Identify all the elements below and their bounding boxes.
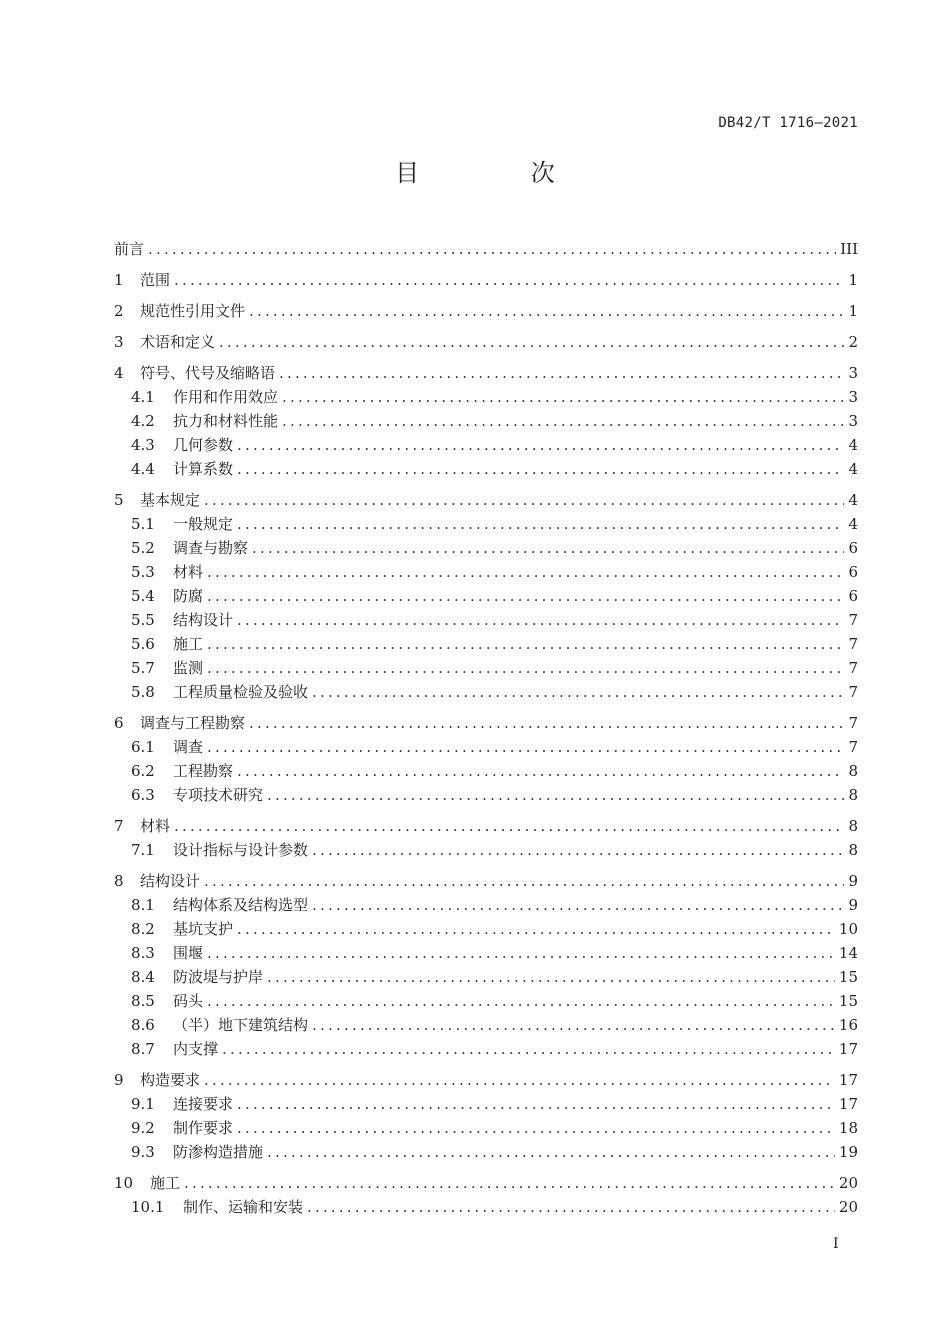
toc-entry-number: 5.4 bbox=[131, 587, 155, 605]
toc-entry-label: 前言 bbox=[114, 240, 145, 258]
toc-entry-number: 9.3 bbox=[131, 1143, 155, 1161]
toc-entry[interactable] bbox=[114, 299, 858, 323]
toc-entry-label: 制作要求 bbox=[173, 1119, 234, 1137]
toc-entry[interactable] bbox=[114, 759, 858, 783]
toc-entry[interactable] bbox=[114, 409, 858, 433]
toc-entry[interactable] bbox=[114, 457, 858, 481]
toc-entry-number: 8.3 bbox=[131, 944, 155, 962]
toc-entry-page: 2 bbox=[848, 333, 858, 351]
toc-entry-label: 抗力和材料性能 bbox=[173, 412, 279, 430]
toc-entry[interactable] bbox=[114, 838, 858, 862]
toc-entry-page: 18 bbox=[838, 1119, 858, 1137]
toc-entry[interactable] bbox=[114, 488, 858, 512]
toc-entry-number: 8.4 bbox=[131, 968, 155, 986]
toc-entry[interactable] bbox=[114, 560, 858, 584]
toc-entry[interactable] bbox=[114, 330, 858, 354]
toc-dot-leader bbox=[237, 1116, 835, 1140]
toc-entry-label: 计算系数 bbox=[173, 460, 234, 478]
toc-entry-page: 16 bbox=[838, 1016, 858, 1034]
toc-entry-number: 9.2 bbox=[131, 1119, 155, 1137]
toc-entry-page: 3 bbox=[848, 412, 858, 430]
document-code: DB42/T 1716—2021 bbox=[718, 115, 858, 131]
toc-entry-number: 7.1 bbox=[131, 841, 155, 859]
toc-dot-leader bbox=[252, 536, 844, 560]
toc-entry-page: 8 bbox=[848, 786, 858, 804]
toc-entry-page: 3 bbox=[848, 388, 858, 406]
toc-entry[interactable] bbox=[114, 237, 858, 261]
toc-entry-page: 6 bbox=[848, 563, 858, 581]
toc-entry-number: 1 bbox=[114, 271, 124, 289]
toc-entry[interactable] bbox=[114, 1195, 858, 1219]
toc-entry-label: 专项技术研究 bbox=[173, 786, 264, 804]
toc-entry-number: 6.1 bbox=[131, 738, 155, 756]
toc-dot-leader bbox=[184, 1171, 835, 1195]
toc-entry-page: 14 bbox=[838, 944, 858, 962]
toc-entry-page: 4 bbox=[848, 460, 858, 478]
toc-entry-label: 基坑支护 bbox=[173, 920, 234, 938]
toc-entry-number: 10 bbox=[114, 1174, 134, 1192]
toc-dot-leader bbox=[307, 1195, 835, 1219]
toc-entry[interactable] bbox=[114, 1116, 858, 1140]
toc-entry-number: 4.4 bbox=[131, 460, 155, 478]
toc-dot-leader bbox=[282, 409, 844, 433]
toc-entry-page: 4 bbox=[848, 491, 858, 509]
toc-entry-page: 20 bbox=[838, 1174, 858, 1192]
toc-entry-page: 3 bbox=[848, 364, 858, 382]
toc-entry-number: 7 bbox=[114, 817, 124, 835]
toc-entry-label: 作用和作用效应 bbox=[173, 388, 279, 406]
toc-entry-label: 内支撑 bbox=[173, 1040, 219, 1058]
toc-entry-page: III bbox=[840, 240, 858, 258]
toc-entry-label: 术语和定义 bbox=[140, 333, 216, 351]
toc-entry-number: 8.5 bbox=[131, 992, 155, 1010]
toc-entry-page: 8 bbox=[848, 762, 858, 780]
toc-entry-number: 5.7 bbox=[131, 659, 155, 677]
toc-entry[interactable] bbox=[114, 268, 858, 292]
toc-entry-number: 2 bbox=[114, 302, 124, 320]
toc-dot-leader bbox=[267, 965, 835, 989]
toc-entry-label: 调查与工程勘察 bbox=[140, 714, 246, 732]
toc-entry-number: 5.5 bbox=[131, 611, 155, 629]
toc-entry-number: 8.6 bbox=[131, 1016, 155, 1034]
toc-entry[interactable] bbox=[114, 941, 858, 965]
toc-entry-number: 5.6 bbox=[131, 635, 155, 653]
toc-entry-label: 连接要求 bbox=[173, 1095, 234, 1113]
toc-dot-leader bbox=[174, 268, 844, 292]
page-title: 目 次 bbox=[395, 159, 607, 187]
toc-dot-leader bbox=[207, 656, 844, 680]
toc-entry[interactable] bbox=[114, 1092, 858, 1116]
toc-dot-leader bbox=[312, 680, 844, 704]
toc-entry[interactable] bbox=[114, 608, 858, 632]
toc-entry-number: 4.2 bbox=[131, 412, 155, 430]
toc-entry[interactable] bbox=[114, 869, 858, 893]
toc-dot-leader bbox=[237, 608, 844, 632]
toc-entry-page: 9 bbox=[848, 896, 858, 914]
toc-dot-leader bbox=[204, 1068, 835, 1092]
toc-entry-label: 范围 bbox=[140, 271, 171, 289]
toc-entry-page: 1 bbox=[848, 271, 858, 289]
toc-dot-leader bbox=[282, 385, 844, 409]
toc-entry-number: 8.1 bbox=[131, 896, 155, 914]
toc-entry-number: 8.7 bbox=[131, 1040, 155, 1058]
toc-entry-label: 围堰 bbox=[173, 944, 204, 962]
toc-entry-label: 防渗构造措施 bbox=[173, 1143, 264, 1161]
toc-entry-label: 几何参数 bbox=[173, 436, 234, 454]
toc-entry-number: 3 bbox=[114, 333, 124, 351]
toc-entry-label: 材料 bbox=[140, 817, 171, 835]
toc-entry[interactable] bbox=[114, 680, 858, 704]
toc-dot-leader bbox=[267, 1140, 835, 1164]
toc-dot-leader bbox=[279, 361, 844, 385]
toc-dot-leader bbox=[267, 783, 844, 807]
toc-entry-page: 10 bbox=[838, 920, 858, 938]
toc-entry-label: 工程勘察 bbox=[173, 762, 234, 780]
toc-entry[interactable] bbox=[114, 893, 858, 917]
toc-entry-number: 6 bbox=[114, 714, 124, 732]
toc-entry[interactable] bbox=[114, 361, 858, 385]
toc-entry-page: 17 bbox=[838, 1040, 858, 1058]
toc-entry-number: 5.1 bbox=[131, 515, 155, 533]
toc-dot-leader bbox=[312, 1013, 835, 1037]
toc-dot-leader bbox=[237, 917, 835, 941]
toc-entry-number: 5 bbox=[114, 491, 124, 509]
table-of-contents bbox=[114, 237, 858, 1219]
toc-entry-page: 6 bbox=[848, 587, 858, 605]
toc-entry-page: 19 bbox=[838, 1143, 858, 1161]
toc-entry-number: 5.2 bbox=[131, 539, 155, 557]
toc-dot-leader bbox=[207, 989, 835, 1013]
toc-entry-label: 监测 bbox=[173, 659, 204, 677]
toc-entry[interactable] bbox=[114, 735, 858, 759]
toc-entry[interactable] bbox=[114, 711, 858, 735]
toc-entry-page: 6 bbox=[848, 539, 858, 557]
toc-entry-number: 4.1 bbox=[131, 388, 155, 406]
toc-entry[interactable] bbox=[114, 965, 858, 989]
toc-entry-label: 一般规定 bbox=[173, 515, 234, 533]
toc-entry-number: 6.3 bbox=[131, 786, 155, 804]
toc-entry[interactable] bbox=[114, 536, 858, 560]
toc-entry-label: 施工 bbox=[173, 635, 204, 653]
toc-entry[interactable] bbox=[114, 385, 858, 409]
toc-entry-page: 7 bbox=[848, 683, 858, 701]
toc-entry[interactable] bbox=[114, 1068, 858, 1092]
toc-entry-page: 4 bbox=[848, 515, 858, 533]
toc-entry[interactable] bbox=[114, 989, 858, 1013]
toc-dot-leader bbox=[174, 814, 844, 838]
toc-dot-leader bbox=[204, 869, 844, 893]
toc-entry-page: 17 bbox=[838, 1095, 858, 1113]
toc-dot-leader bbox=[312, 893, 844, 917]
toc-entry-label: 调查与勘察 bbox=[173, 539, 249, 557]
toc-dot-leader bbox=[237, 433, 844, 457]
toc-dot-leader bbox=[207, 584, 844, 608]
toc-entry-page: 9 bbox=[848, 872, 858, 890]
toc-entry-number: 8 bbox=[114, 872, 124, 890]
toc-entry-page: 15 bbox=[838, 992, 858, 1010]
toc-entry-label: 构造要求 bbox=[140, 1071, 201, 1089]
toc-entry-number: 8.2 bbox=[131, 920, 155, 938]
toc-entry-label: 基本规定 bbox=[140, 491, 201, 509]
toc-entry[interactable] bbox=[114, 1140, 858, 1164]
toc-entry[interactable] bbox=[114, 1171, 858, 1195]
toc-entry[interactable] bbox=[114, 1013, 858, 1037]
toc-entry-label: 调查 bbox=[173, 738, 204, 756]
toc-entry[interactable] bbox=[114, 783, 858, 807]
toc-entry-number: 9 bbox=[114, 1071, 124, 1089]
toc-dot-leader bbox=[204, 488, 844, 512]
toc-entry-number: 5.3 bbox=[131, 563, 155, 581]
toc-dot-leader bbox=[237, 759, 844, 783]
toc-entry[interactable] bbox=[114, 512, 858, 536]
toc-entry-page: 1 bbox=[848, 302, 858, 320]
toc-entry-number: 9.1 bbox=[131, 1095, 155, 1113]
toc-dot-leader bbox=[207, 941, 835, 965]
toc-entry-page: 7 bbox=[848, 611, 858, 629]
toc-entry-page: 7 bbox=[848, 635, 858, 653]
toc-dot-leader bbox=[237, 1092, 835, 1116]
toc-entry[interactable] bbox=[114, 433, 858, 457]
page-number: I bbox=[833, 1236, 839, 1252]
toc-entry[interactable] bbox=[114, 632, 858, 656]
toc-entry-page: 7 bbox=[848, 714, 858, 732]
toc-entry[interactable] bbox=[114, 1037, 858, 1061]
toc-entry-number: 4 bbox=[114, 364, 124, 382]
toc-entry-number: 10.1 bbox=[131, 1198, 165, 1216]
toc-entry-label: 施工 bbox=[150, 1174, 181, 1192]
toc-entry-label: 结构体系及结构选型 bbox=[173, 896, 309, 914]
toc-entry-label: 结构设计 bbox=[140, 872, 201, 890]
toc-entry-page: 8 bbox=[848, 841, 858, 859]
toc-dot-leader bbox=[249, 299, 844, 323]
toc-entry-label: 规范性引用文件 bbox=[140, 302, 246, 320]
toc-dot-leader bbox=[207, 735, 844, 759]
toc-dot-leader bbox=[237, 512, 844, 536]
toc-entry-number: 5.8 bbox=[131, 683, 155, 701]
toc-entry-label: 防波堤与护岸 bbox=[173, 968, 264, 986]
toc-entry-page: 17 bbox=[838, 1071, 858, 1089]
toc-entry-label: 符号、代号及缩略语 bbox=[140, 364, 276, 382]
toc-dot-leader bbox=[312, 838, 844, 862]
toc-entry-page: 4 bbox=[848, 436, 858, 454]
toc-entry-label: （半）地下建筑结构 bbox=[173, 1016, 309, 1034]
toc-entry[interactable] bbox=[114, 656, 858, 680]
toc-entry[interactable] bbox=[114, 917, 858, 941]
toc-entry-number: 4.3 bbox=[131, 436, 155, 454]
toc-entry-label: 码头 bbox=[173, 992, 204, 1010]
toc-entry-label: 制作、运输和安装 bbox=[183, 1198, 304, 1216]
toc-entry-label: 工程质量检验及验收 bbox=[173, 683, 309, 701]
toc-entry-page: 15 bbox=[838, 968, 858, 986]
toc-dot-leader bbox=[148, 237, 836, 261]
toc-entry-page: 20 bbox=[838, 1198, 858, 1216]
toc-dot-leader bbox=[219, 330, 844, 354]
toc-entry-label: 材料 bbox=[173, 563, 204, 581]
toc-entry[interactable] bbox=[114, 814, 858, 838]
toc-entry[interactable] bbox=[114, 584, 858, 608]
toc-dot-leader bbox=[222, 1037, 835, 1061]
toc-dot-leader bbox=[207, 560, 844, 584]
toc-entry-page: 7 bbox=[848, 659, 858, 677]
toc-entry-number: 6.2 bbox=[131, 762, 155, 780]
toc-entry-page: 8 bbox=[848, 817, 858, 835]
toc-entry-page: 7 bbox=[848, 738, 858, 756]
toc-entry-label: 设计指标与设计参数 bbox=[173, 841, 309, 859]
toc-dot-leader bbox=[249, 711, 844, 735]
toc-entry-label: 防腐 bbox=[173, 587, 204, 605]
toc-dot-leader bbox=[207, 632, 844, 656]
toc-entry-label: 结构设计 bbox=[173, 611, 234, 629]
toc-dot-leader bbox=[237, 457, 844, 481]
